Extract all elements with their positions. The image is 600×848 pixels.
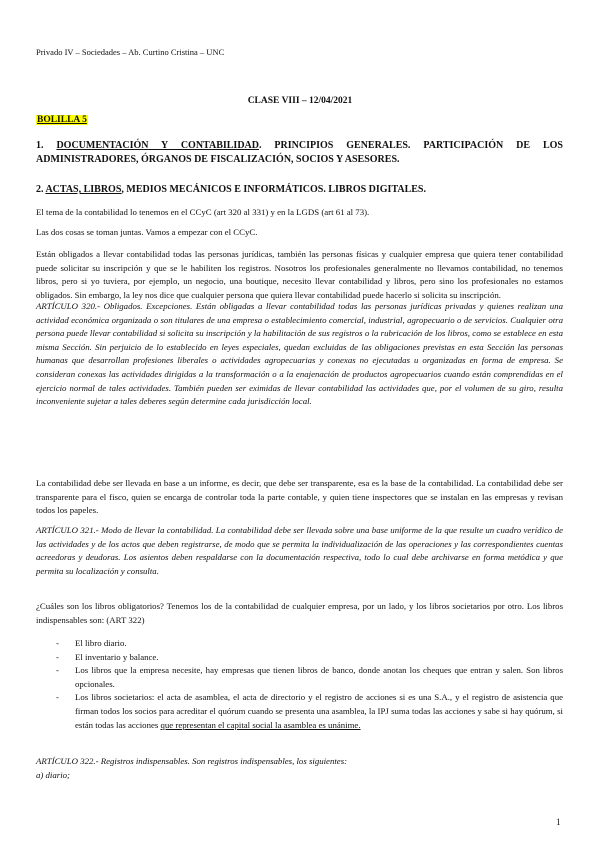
page-number: 1 <box>556 817 561 827</box>
paragraph-obligados: Están obligados a llevar contabilidad todas las personas jurídicas, también las personas físicas y cualquier empresa que quiera tener contabilidad puede solicitar su inscripción y que se le habiliten los registros. Nosotros los profesionales generalmente no llevamos contabilidad, no tenemos libros, pero si yo tuviera, por ejemplo, un negocio, una boutique, necesito llevar contabilidad y libros, pero sino los profesionales no estamos obligados. Sin embargo, la ley nos dice que cualquier persona que quiera llevar contabilidad puede hacerlo si solicita su inscripción. <box>36 249 563 300</box>
list-item-text: Los libros societarios: el acta de asamblea, el acta de directorio y el registro de acciones si es una S.A., y el registro de asistencia que firman todos los socios para acreditar el quórum cuando se presenta una asamblea, la IPJ suma todas las acciones y sabe si hay quórum, si están todas las acciones <box>75 692 563 730</box>
heading-2-rest: , MEDIOS MECÁNICOS E INFORMÁTICOS. LIBROS DIGITALES. <box>121 184 426 195</box>
paragraph-transparencia: La contabilidad debe ser llevada en base a un informe, es decir, que debe ser transparente, esa es la base de la contabilidad. La contabilidad debe ser transparente para el fisco, quien se encarga de controlar toda la parte contable, y quien tiene inspectores que se instalan en las empresas y revisan todos los papeles. <box>36 478 563 516</box>
class-title: CLASE VIII – 12/04/2021 <box>247 96 353 106</box>
heading-1-number: 1. <box>36 140 57 151</box>
article-321-quote: ARTÍCULO 321.- Modo de llevar la contabilidad. La contabilidad debe ser llevada sobre una base uniforme de la que resulte un cuadro verídico de las actividades y de los actos que deben registrarse, de modo que se permita la individualización de las operaciones y las correspondientes cuentas acreedoras y deudoras. Los asientos deben respaldarse con la documentación respectiva, todo lo cual debe archivarse en forma metódica y que permita su localización y consulta. <box>36 525 563 576</box>
list-item: - Los libros que la empresa necesite, hay empresas que tienen libros de banco, donde anotan los cheques que entran y salen. Son libros opcionales. <box>56 664 563 691</box>
paragraph-ccyc-reference: El tema de la contabilidad lo tenemos en el CCyC (art 320 al 331) y en la LGDS (art 61 al 73). <box>36 207 370 217</box>
article-322-item-a: a) diario; <box>36 769 70 780</box>
list-item: - El inventario y balance. <box>56 651 563 665</box>
article-322-title: ARTÍCULO 322.- Registros indispensables. Son registros indispensables, los siguientes: <box>36 756 348 766</box>
list-item: - El libro diario. <box>56 637 563 651</box>
article-322-quote <box>36 755 563 782</box>
heading-2-underlined: ACTAS, LIBROS <box>45 184 122 195</box>
bolilla-label: BOLILLA 5 <box>37 115 87 125</box>
heading-1-underlined: DOCUMENTACIÓN Y CONTABILIDAD <box>56 140 259 151</box>
list-item <box>56 691 563 732</box>
paragraph-libros-obligatorios: ¿Cuáles son los libros obligatorios? Tenemos los de la contabilidad de cualquier empresa, por un lado, y los libros societarios por otro. Los libros indispensables son: (ART 322) <box>36 601 563 625</box>
heading-2-number: 2. <box>36 184 46 195</box>
section-heading-1 <box>36 139 563 167</box>
libros-list <box>56 637 563 732</box>
page-header: Privado IV – Sociedades – Ab. Curtino Cristina – UNC <box>36 47 225 57</box>
section-heading-2 <box>36 183 563 197</box>
paragraph-intro: Las dos cosas se toman juntas. Vamos a empezar con el CCyC. <box>36 227 258 237</box>
article-320-quote: ARTÍCULO 320.- Obligados. Excepciones. Están obligadas a llevar contabilidad todas las personas jurídicas privadas y quienes realizan una actividad económica organizada o son titulares de una empresa o establecimiento comercial, industrial, agropecuario o de servicios. Cualquier otra persona puede llevar contabilidad si solicita su inscripción y la habilitación de sus registros o la rubricación de los libros, como se establece en esta misma Sección. Sin perjuicio de lo establecido en leyes especiales, quedan excluidas de las obligaciones previstas en esta Sección las personas humanas que desarrollan profesiones liberales o actividades agropecuarias y conexas no ejecutadas u organizadas en forma de empresa. Se consideran conexas las actividades dirigidas a la transformación o a la enajenación de productos agropecuarios cuando están comprendidas en el ejercicio normal de tales actividades. También pueden ser eximidas de llevar contabilidad las actividades que, por el volumen de su giro, resulta inconveniente sujetar a tales deberes según determine cada jurisdicción local. <box>36 301 563 407</box>
list-item-underlined-text: que representan el capital social la asamblea es unánime. <box>160 719 361 730</box>
heading-1-rest: . PRINCIPIOS GENERALES. PARTICIPACIÓN DE LOS ADMINISTRADORES, ÓRGANOS DE FISCALIZACIÓN, SOCIOS Y ASESORES. <box>36 140 563 165</box>
